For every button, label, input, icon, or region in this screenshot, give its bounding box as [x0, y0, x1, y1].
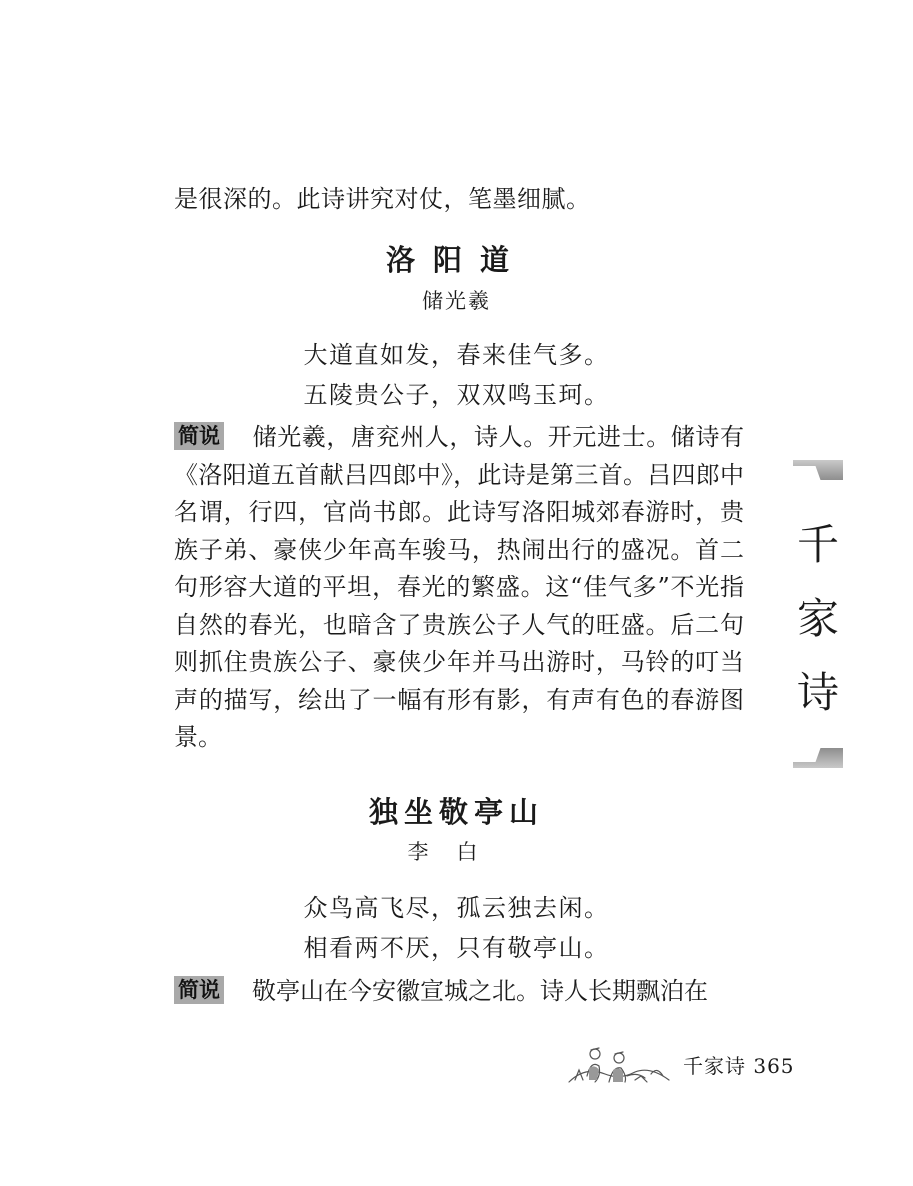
side-tab-char: 诗 — [796, 668, 839, 717]
poem1-line-2: 五陵贵公子，双双鸣玉珂。 — [303, 381, 610, 409]
commentary-badge: 简说 — [174, 976, 224, 1004]
poem1-line-1: 大道直如发，春来佳气多。 — [303, 341, 610, 369]
side-tab-top-bracket — [793, 460, 843, 480]
poem2-commentary-text: 敬亭山在今安徽宣城之北。诗人长期飘泊在 — [252, 977, 708, 1005]
poem1-author: 储光羲 — [422, 289, 491, 313]
page-footer — [565, 1036, 805, 1086]
chapter-side-tab — [793, 460, 843, 768]
side-tab-bottom-bracket — [793, 748, 843, 768]
side-tab-label — [793, 508, 843, 730]
poem1-commentary-text: 储光羲，唐兖州人，诗人。开元进士。储诗有《洛阳道五首献吕四郎中》，此诗是第三首。吕四郎中名谓，行四，官尚书郎。此诗写洛阳城郊春游时，贵族子弟、豪侠少年高车骏马，热闹出行的盛况。首二句形容大道的平坦，春光的繁盛。这“佳气多”不光指自然的春光，也暗含了贵族公子人气的旺盛。后二句则抓住贵族公子、豪侠少年并马出游时，马铃的叮当声的描写，绘出了一幅有形有影，有声有色的春游图景。 — [174, 423, 744, 751]
commentary-badge: 简说 — [174, 422, 224, 450]
poem2-title: 独坐敬亭山 — [368, 795, 544, 829]
poem2-line-2: 相看两不厌，只有敬亭山。 — [303, 934, 610, 962]
scholars-illustration-icon — [565, 1036, 675, 1086]
side-tab-char: 家 — [796, 594, 839, 643]
poem2-line-1: 众鸟高飞尽，孤云独去闲。 — [303, 894, 610, 922]
lead-paragraph: 是很深的。此诗讲究对仗，笔墨细腻。 — [174, 185, 591, 213]
side-tab-char: 千 — [796, 520, 839, 569]
footer-book-title: 千家诗 — [683, 1054, 746, 1078]
page-number: 365 — [753, 1054, 795, 1078]
poem1-title: 洛阳道 — [385, 243, 527, 277]
poem2-verse — [0, 888, 913, 968]
poem1-verse — [0, 335, 913, 415]
footer-label — [683, 1050, 795, 1079]
poem2-author: 李白 — [407, 840, 506, 864]
poem2-commentary — [174, 973, 744, 1011]
poem1-commentary — [174, 419, 744, 757]
